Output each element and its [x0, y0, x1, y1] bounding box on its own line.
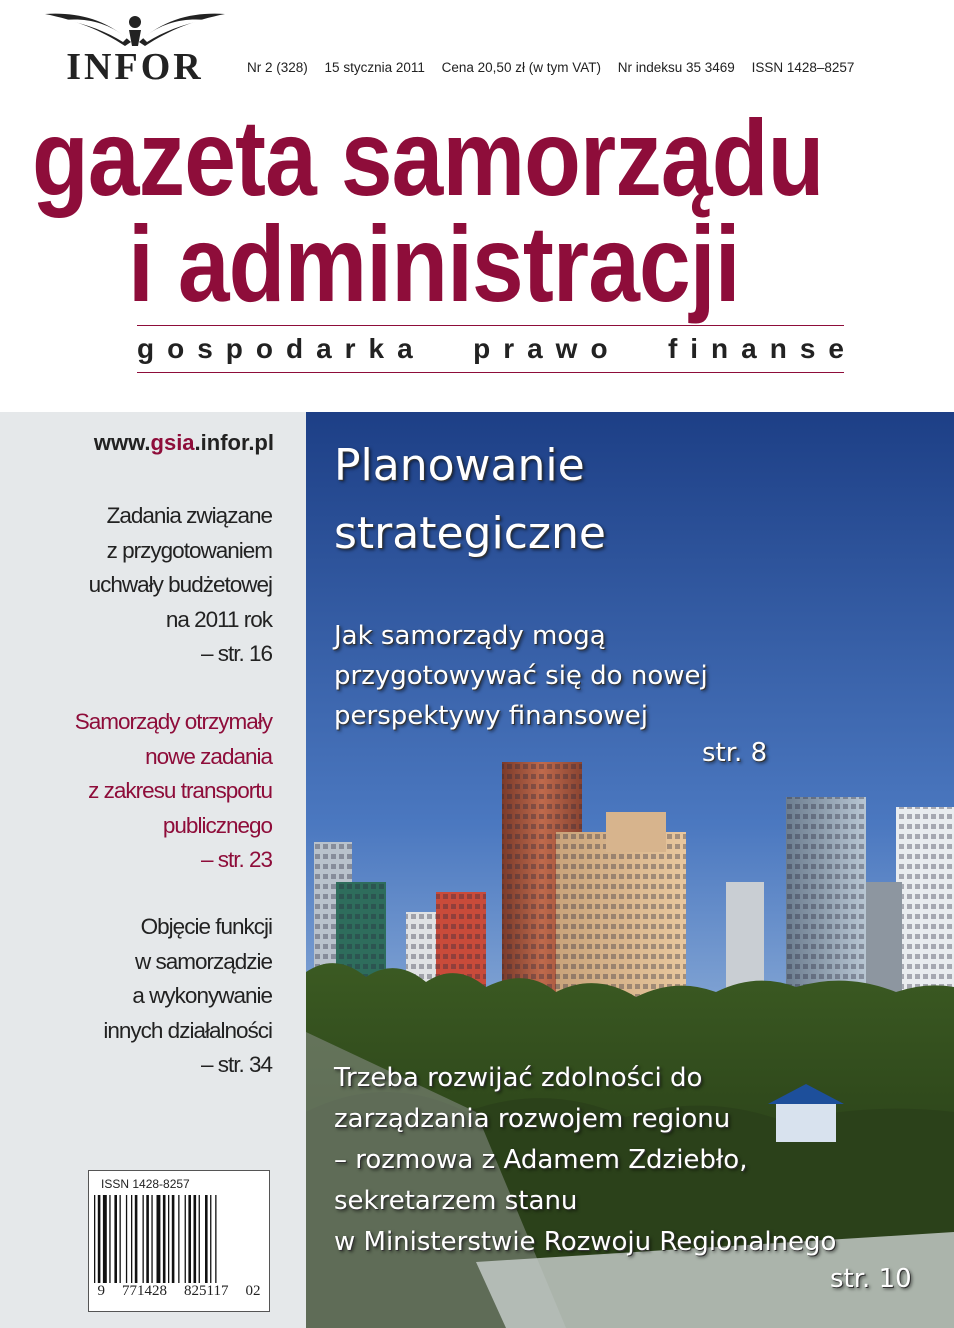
- issue-date: 15 stycznia 2011: [324, 60, 425, 75]
- teaser-line: innych działalności: [103, 1017, 272, 1043]
- section-subtitle: [137, 333, 857, 365]
- cover-headline: [334, 432, 606, 568]
- deck-line: Jak samorządy mogą: [334, 621, 606, 651]
- index-number: Nr indeksu 35 3469: [617, 60, 735, 75]
- story-line: sekretarzem stanu: [334, 1186, 578, 1216]
- barcode-bar: [178, 1195, 179, 1283]
- barcode-bar: [168, 1195, 169, 1283]
- barcode-bar: [109, 1195, 110, 1283]
- teaser-functions: [103, 910, 272, 1083]
- barcode-bar: [120, 1195, 121, 1283]
- teaser-page: – str. 16: [200, 641, 272, 666]
- issue-price: Cena 20,50 zł (w tym VAT): [441, 60, 601, 75]
- deck-line: perspektywy finansowej: [334, 701, 648, 731]
- barcode-digits: [89, 1283, 269, 1300]
- story-page-ref: str. 10: [830, 1264, 912, 1294]
- logo-wings-icon: [35, 8, 235, 50]
- issn-number: ISSN 1428–8257: [751, 60, 855, 75]
- section-law: prawo: [473, 333, 621, 364]
- teaser-line: a wykonywanie: [132, 983, 272, 1008]
- story-line: – rozmowa z Adamem Zdziebło,: [334, 1145, 748, 1175]
- barcode-digit-group: 02: [245, 1283, 261, 1299]
- url-prefix: www.: [93, 430, 151, 455]
- magazine-title-line2: i administracji: [128, 203, 740, 324]
- barcode-bar: [199, 1195, 200, 1283]
- barcode-digit-group: 771428: [122, 1283, 167, 1299]
- story-line: zarządzania rozwojem regionu: [334, 1104, 731, 1134]
- teaser-line: Objęcie funkcji: [140, 914, 272, 939]
- teaser-line: nowe zadania: [145, 743, 272, 769]
- barcode-bar: [205, 1195, 208, 1283]
- barcode-bar: [194, 1195, 197, 1283]
- deck-page-ref: str. 8: [702, 738, 768, 768]
- teaser-transport: [75, 705, 272, 878]
- barcode-bar: [114, 1195, 117, 1283]
- website-link[interactable]: [94, 430, 274, 456]
- barcode-bar: [151, 1195, 152, 1283]
- barcode-bar: [126, 1195, 127, 1283]
- section-finance: finanse: [667, 333, 857, 364]
- sidebar: [0, 412, 306, 1328]
- barcode-bar: [143, 1195, 144, 1283]
- magazine-title-line1: gazeta samorządu: [32, 97, 824, 218]
- story-line: w Ministerstwie Rozwoju Regionalnego: [334, 1227, 837, 1257]
- teaser-page: – str. 23: [200, 847, 272, 872]
- barcode-bar: [185, 1195, 186, 1283]
- teaser-line: w samorządzie: [134, 948, 272, 974]
- teaser-line: z przygotowaniem: [106, 537, 272, 563]
- section-economy: gospodarka: [137, 333, 426, 364]
- barcode-digit-group: 9: [97, 1283, 105, 1299]
- teaser-line: uchwały budżetowej: [88, 572, 272, 597]
- barcode-bar: [94, 1195, 95, 1283]
- barcode-bar: [146, 1195, 149, 1283]
- teaser-line: Zadania związane: [106, 503, 272, 528]
- headline-line: Planowanie: [334, 440, 585, 491]
- url-highlight: gsia: [150, 430, 195, 455]
- cover-photo: [306, 412, 954, 1328]
- cover-story: [334, 1058, 836, 1263]
- barcode-bar: [188, 1195, 191, 1283]
- barcode: [88, 1170, 270, 1312]
- teaser-page: – str. 34: [200, 1052, 272, 1077]
- barcode-bar: [172, 1195, 175, 1283]
- barcode-bars-icon: [92, 1195, 266, 1283]
- barcode-issn: ISSN 1428-8257: [101, 1177, 190, 1191]
- issue-info: [247, 60, 867, 75]
- barcode-digit-group: 825117: [184, 1283, 229, 1299]
- issue-number: Nr 2 (328): [247, 60, 308, 75]
- subtitle-bottom-rule: [137, 372, 844, 373]
- subtitle-top-rule: [137, 325, 844, 326]
- url-suffix: .infor.pl: [194, 430, 274, 455]
- publisher-name: INFOR: [66, 46, 204, 88]
- teaser-line: z zakresu transportu: [88, 778, 272, 803]
- infor-logo: [35, 8, 235, 88]
- teaser-budget: [89, 499, 272, 672]
- cover-deck: [334, 616, 708, 736]
- teaser-line: Samorządy otrzymały: [74, 709, 272, 734]
- story-line: Trzeba rozwijać zdolności do: [334, 1063, 703, 1093]
- barcode-bar: [103, 1195, 107, 1283]
- teaser-line: publicznego: [162, 812, 272, 838]
- deck-line: przygotowywać się do nowej: [334, 661, 708, 691]
- barcode-bar: [163, 1195, 166, 1283]
- barcode-bar: [135, 1195, 138, 1283]
- barcode-bar: [98, 1195, 101, 1283]
- barcode-bar: [210, 1195, 211, 1283]
- barcode-bar: [131, 1195, 132, 1283]
- barcode-bar: [215, 1195, 216, 1283]
- barcode-bar: [157, 1195, 161, 1283]
- headline-line: strategiczne: [334, 508, 606, 559]
- teaser-line: na 2011 rok: [165, 606, 272, 632]
